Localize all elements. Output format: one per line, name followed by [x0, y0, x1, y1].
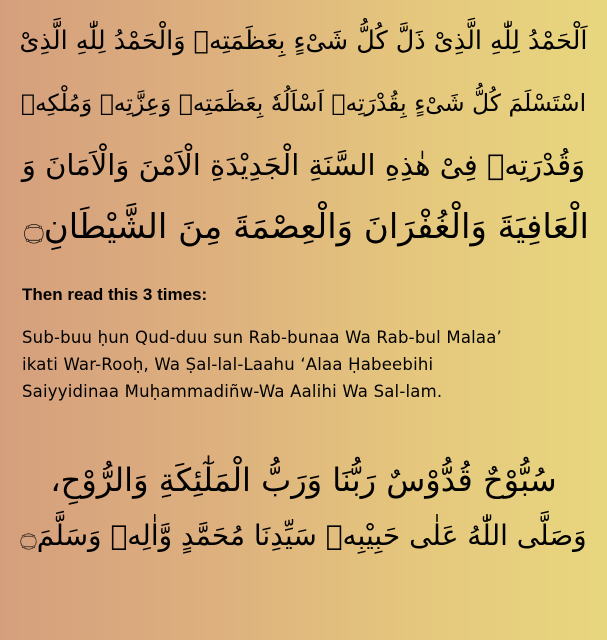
- arabic-bottom-line-2: وَصَلَّى اللّٰهُ عَلٰى حَبِيْبِهٖ سَيِّدِنَا مُحَمَّدٍ وَّاٰلِهٖ وَسَلَّمَ۝: [20, 519, 587, 552]
- arabic-bottom-line-1: سُبُّوْحٌ قُدُّوْسٌ رَبُّنَا وَرَبُّ الْمَلٰٓئِكَةِ وَالرُّوْحِ،: [50, 461, 557, 499]
- transliteration-line-1: Sub-buu ḥun Qud-duu sun Rab-bunaa Wa Rab-bul Malaa’: [22, 328, 502, 347]
- arabic-line-2: اسْتَسْلَمَ كُلُّ شَىْءٍ بِقُدْرَتِهٖ اَسْاَلُهٗ بِعَظَمَتِهٖ وَعِزَّتِهٖ وَمُلْكِهٖ: [20, 89, 587, 117]
- arabic-line-3: وَقُدْرَتِهٖ فِىْ هٰذِهِ السَّنَةِ الْجَدِيْدَةِ الْاَمْنَ وَالْاَمَانَ وَ: [21, 148, 586, 182]
- arabic-dua-bottom: [18, 452, 589, 564]
- arabic-line-1: اَلْحَمْدُ لِلّٰهِ الَّذِىْ ذَلَّ كُلُّ شَىْءٍ بِعَظَمَتِهٖ وَالْحَمْدُ لِلّٰهِ الَّذِىْ: [19, 26, 588, 56]
- instruction-heading: Then read this 3 times:: [22, 285, 208, 304]
- transliteration-block: [22, 324, 595, 405]
- arabic-dua-top: [18, 10, 589, 258]
- transliteration-line-3: Saiyyidinaa Muḥammadiñw-Wa Aalihi Wa Sal-lam.: [22, 382, 443, 401]
- arabic-line-4: الْعَافِيَةَ وَالْغُفْرَانَ وَالْعِصْمَةَ مِنَ الشَّيْطَانِ۝: [23, 207, 589, 247]
- transliteration-line-2: ikati War-Rooḥ, Wa Ṣal-lal-Laahu ‘Alaa Ḥabeebihi: [22, 355, 434, 374]
